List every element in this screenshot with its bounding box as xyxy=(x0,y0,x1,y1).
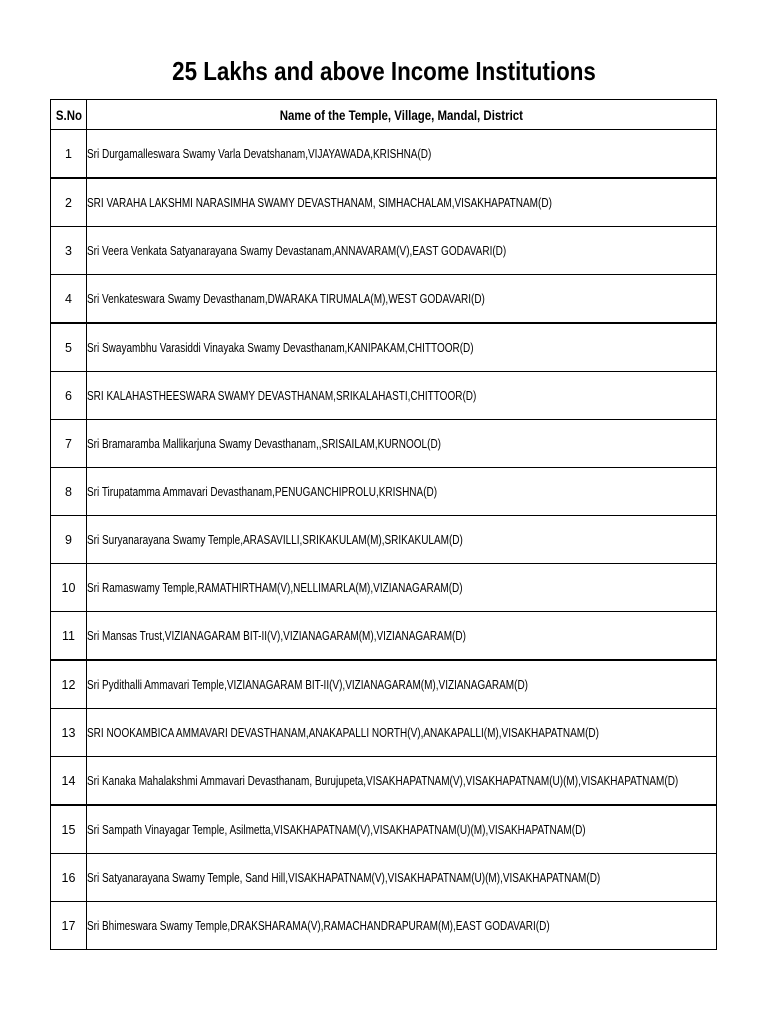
row-sno: 8 xyxy=(51,468,87,516)
row-temple-name xyxy=(87,323,717,372)
temple-name-text: Sri Satyanarayana Swamy Temple, Sand Hill,VISAKHAPATNAM(V),VISAKHAPATNAM(U)(M),VISAKHAPATNAM(D) xyxy=(87,870,601,885)
row-temple-name xyxy=(87,227,717,275)
row-sno: 2 xyxy=(51,178,87,227)
table-row xyxy=(51,660,717,709)
temple-name-text: Sri Bhimeswara Swamy Temple,DRAKSHARAMA(V),RAMACHANDRAPURAM(M),EAST GODAVARI(D) xyxy=(87,918,550,933)
table-row xyxy=(51,757,717,806)
row-temple-name xyxy=(87,420,717,468)
temple-name-text: Sri Suryanarayana Swamy Temple,ARASAVILLI,SRIKAKULAM(M),SRIKAKULAM(D) xyxy=(87,532,463,547)
table-header-row xyxy=(51,100,717,130)
row-sno: 4 xyxy=(51,275,87,324)
table-row xyxy=(51,468,717,516)
row-sno: 9 xyxy=(51,516,87,564)
temple-name-text: Sri Sampath Vinayagar Temple, Asilmetta,VISAKHAPATNAM(V),VISAKHAPATNAM(U)(M),VISAKHAPATNAM(D) xyxy=(87,822,586,837)
temple-name-text: SRI KALAHASTHEESWARA SWAMY DEVASTHANAM,SRIKALAHASTI,CHITTOOR(D) xyxy=(87,388,477,403)
row-temple-name xyxy=(87,902,717,950)
row-sno: 13 xyxy=(51,709,87,757)
row-sno: 6 xyxy=(51,372,87,420)
row-temple-name xyxy=(87,372,717,420)
row-temple-name xyxy=(87,805,717,854)
header-sno: S.No xyxy=(51,100,87,130)
table-row xyxy=(51,227,717,275)
table-row xyxy=(51,275,717,324)
row-temple-name xyxy=(87,660,717,709)
row-sno: 16 xyxy=(51,854,87,902)
row-temple-name xyxy=(87,468,717,516)
row-sno: 10 xyxy=(51,564,87,612)
table-row xyxy=(51,709,717,757)
table-row xyxy=(51,516,717,564)
row-temple-name xyxy=(87,178,717,227)
table-row xyxy=(51,805,717,854)
header-name: Name of the Temple, Village, Mandal, District xyxy=(87,100,717,130)
row-sno: 5 xyxy=(51,323,87,372)
temple-name-text: Sri Swayambhu Varasiddi Vinayaka Swamy Devasthanam,KANIPAKAM,CHITTOOR(D) xyxy=(87,340,474,355)
table-row xyxy=(51,372,717,420)
temple-name-text: Sri Venkateswara Swamy Devasthanam,DWARAKA TIRUMALA(M),WEST GODAVARI(D) xyxy=(87,291,485,306)
row-sno: 17 xyxy=(51,902,87,950)
table-body xyxy=(51,130,717,950)
row-temple-name xyxy=(87,854,717,902)
temple-name-text: Sri Mansas Trust,VIZIANAGARAM BIT-II(V),VIZIANAGARAM(M),VIZIANAGARAM(D) xyxy=(87,628,466,643)
row-sno: 7 xyxy=(51,420,87,468)
temple-name-text: Sri Kanaka Mahalakshmi Ammavari Devasthanam, Burujupeta,VISAKHAPATNAM(V),VISAKHAPATNAM(U)(M),VISAKHAPATNAM(D) xyxy=(87,773,679,788)
row-sno: 3 xyxy=(51,227,87,275)
row-temple-name xyxy=(87,564,717,612)
temple-name-text: Sri Ramaswamy Temple,RAMATHIRTHAM(V),NELLIMARLA(M),VIZIANAGARAM(D) xyxy=(87,580,463,595)
row-sno: 15 xyxy=(51,805,87,854)
row-sno: 11 xyxy=(51,612,87,661)
temple-name-text: Sri Pydithalli Ammavari Temple,VIZIANAGARAM BIT-II(V),VIZIANAGARAM(M),VIZIANAGARAM(D) xyxy=(87,677,528,692)
temple-name-text: Sri Durgamalleswara Swamy Varla Devatshanam,VIJAYAWADA,KRISHNA(D) xyxy=(87,146,432,161)
row-temple-name xyxy=(87,612,717,661)
temple-name-text: Sri Veera Venkata Satyanarayana Swamy Devastanam,ANNAVARAM(V),EAST GODAVARI(D) xyxy=(87,243,507,258)
temple-name-text: Sri Bramaramba Mallikarjuna Swamy Devasthanam,,SRISAILAM,KURNOOL(D) xyxy=(87,436,441,451)
row-sno: 12 xyxy=(51,660,87,709)
table-row xyxy=(51,130,717,179)
row-temple-name xyxy=(87,275,717,324)
table-row xyxy=(51,902,717,950)
table-row xyxy=(51,564,717,612)
temple-name-text: SRI VARAHA LAKSHMI NARASIMHA SWAMY DEVASTHANAM, SIMHACHALAM,VISAKHAPATNAM(D) xyxy=(87,195,552,210)
row-temple-name xyxy=(87,709,717,757)
table-row xyxy=(51,323,717,372)
table-row xyxy=(51,612,717,661)
page-title: 25 Lakhs and above Income Institutions xyxy=(172,56,596,86)
table-row xyxy=(51,420,717,468)
temple-name-text: SRI NOOKAMBICA AMMAVARI DEVASTHANAM,ANAKAPALLI NORTH(V),ANAKAPALLI(M),VISAKHAPATNAM(D) xyxy=(87,725,599,740)
row-temple-name xyxy=(87,130,717,179)
institutions-table xyxy=(50,99,717,950)
row-temple-name xyxy=(87,516,717,564)
table-row xyxy=(51,854,717,902)
table-row xyxy=(51,178,717,227)
row-sno: 1 xyxy=(51,130,87,179)
row-temple-name xyxy=(87,757,717,806)
temple-name-text: Sri Tirupatamma Ammavari Devasthanam,PENUGANCHIPROLU,KRISHNA(D) xyxy=(87,484,438,499)
row-sno: 14 xyxy=(51,757,87,806)
